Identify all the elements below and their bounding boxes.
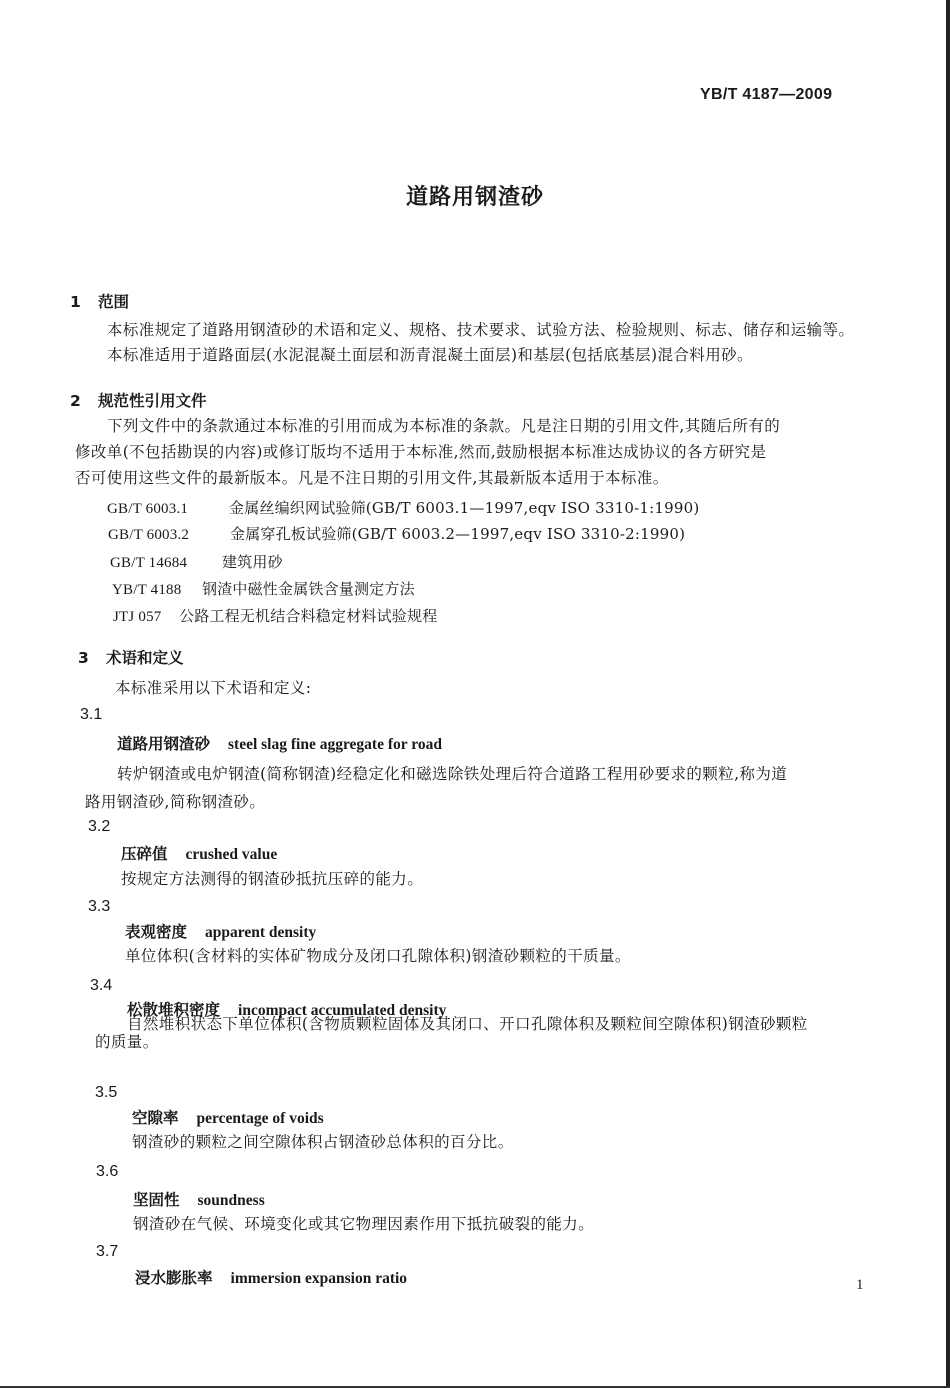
section-1-paragraph-1: 本标准规定了道路用钢渣砂的术语和定义、规格、技术要求、试验方法、检验规则、标志、储存和运输等。 xyxy=(107,321,855,339)
term-definition-line-1: 单位体积(含材料的实体矿物成分及闭口孔隙体积)钢渣砂颗粒的干质量。 xyxy=(125,947,631,965)
reference-name: 建筑用砂 xyxy=(222,553,283,571)
term-english: soundness xyxy=(197,1192,265,1209)
term-number: 3.3 xyxy=(88,898,111,915)
term-definition-line-1: 按规定方法测得的钢渣砂抵抗压碎的能力。 xyxy=(121,870,424,888)
reference-code: GB/T 14684 xyxy=(110,555,188,571)
term-heading xyxy=(132,1106,324,1128)
section-3-intro: 本标准采用以下术语和定义: xyxy=(115,679,312,697)
section-2-paragraph-line-2: 修改单(不包括勘误的内容)或修订版均不适用于本标准,然而,鼓励根据本标准达成协议的各方研究是 xyxy=(75,443,767,461)
term-heading xyxy=(133,1188,265,1210)
page-number: 1 xyxy=(856,1277,864,1293)
section-1-paragraph-2: 本标准适用于道路面层(水泥混凝土面层和沥青混凝土面层)和基层(包括底基层)混合料用砂。 xyxy=(107,346,753,364)
term-definition-line-2: 的质量。 xyxy=(95,1033,159,1051)
term-english: percentage of voids xyxy=(196,1110,324,1127)
reference-item xyxy=(108,523,685,544)
reference-code: GB/T 6003.2 xyxy=(108,527,190,543)
term-chinese: 表观密度 xyxy=(125,923,188,941)
term-definition-line-1: 钢渣砂在气候、环境变化或其它物理因素作用下抵抗破裂的能力。 xyxy=(133,1215,595,1233)
term-definition-line-1: 钢渣砂的颗粒之间空隙体积占钢渣砂总体积的百分比。 xyxy=(132,1133,514,1151)
section-2-heading xyxy=(70,389,207,411)
term-chinese: 道路用钢渣砂 xyxy=(117,735,211,753)
term-heading xyxy=(135,1266,407,1288)
standard-number: YB/T 4187—2009 xyxy=(700,86,833,103)
reference-item xyxy=(112,578,415,599)
term-number: 3.2 xyxy=(88,818,111,835)
reference-item xyxy=(113,605,437,626)
section-title: 术语和定义 xyxy=(106,649,184,667)
section-3-heading xyxy=(78,646,184,668)
reference-name: 公路工程无机结合料稳定材料试验规程 xyxy=(179,607,438,625)
section-number: 3 xyxy=(78,649,89,667)
section-number: 1 xyxy=(70,293,81,311)
term-heading xyxy=(121,842,277,864)
reference-name: 金属穿孔板试验筛(GB/T 6003.2—1997,eqv ISO 3310-2:1990) xyxy=(230,525,686,543)
term-english: crushed value xyxy=(185,846,278,863)
term-chinese: 压碎值 xyxy=(121,845,168,863)
term-english: immersion expansion ratio xyxy=(230,1270,408,1287)
term-definition-line-2: 路用钢渣砂,简称钢渣砂。 xyxy=(85,793,266,811)
term-chinese: 浸水膨胀率 xyxy=(135,1269,213,1287)
term-heading xyxy=(117,732,442,754)
term-chinese: 松散堆积密度 xyxy=(127,1001,221,1019)
term-number: 3.4 xyxy=(90,977,113,994)
term-chinese: 空隙率 xyxy=(132,1109,179,1127)
section-number: 2 xyxy=(70,392,81,410)
section-2-paragraph-line-1: 下列文件中的条款通过本标准的引用而成为本标准的条款。凡是注日期的引用文件,其随后所有的 xyxy=(107,417,781,435)
term-heading xyxy=(125,920,316,942)
section-2-paragraph-line-3: 否可使用这些文件的最新版本。凡是不注日期的引用文件,其最新版本适用于本标准。 xyxy=(75,469,669,487)
reference-name: 金属丝编织网试验筛(GB/T 6003.1—1997,eqv ISO 3310-1:1990) xyxy=(229,499,700,517)
term-definition-line-1: 自然堆积状态下单位体积(含物质颗粒固体及其闭口、开口孔隙体积及颗粒间空隙体积)钢渣砂颗粒 xyxy=(127,1015,808,1033)
term-definition-line-1: 转炉钢渣或电炉钢渣(简称钢渣)经稳定化和磁选除铁处理后符合道路工程用砂要求的颗粒,称为道 xyxy=(117,765,788,783)
term-english: steel slag fine aggregate for road xyxy=(228,736,442,753)
term-number: 3.5 xyxy=(95,1084,118,1101)
term-number: 3.6 xyxy=(96,1163,119,1180)
reference-item xyxy=(107,497,699,518)
term-english: incompact accumulated density xyxy=(238,1002,447,1019)
term-number: 3.7 xyxy=(96,1243,119,1260)
reference-code: JTJ 057 xyxy=(113,609,162,625)
section-title: 范围 xyxy=(98,293,130,311)
reference-name: 钢渣中磁性金属铁含量测定方法 xyxy=(202,580,415,598)
section-1-heading xyxy=(70,290,129,312)
term-chinese: 坚固性 xyxy=(133,1191,180,1209)
section-title: 规范性引用文件 xyxy=(98,392,207,410)
term-number: 3.1 xyxy=(80,706,103,723)
term-english: apparent density xyxy=(205,924,317,941)
document-title: 道路用钢渣砂 xyxy=(405,185,544,210)
reference-item xyxy=(110,551,283,572)
reference-code: GB/T 6003.1 xyxy=(107,501,189,517)
reference-code: YB/T 4188 xyxy=(112,582,182,598)
